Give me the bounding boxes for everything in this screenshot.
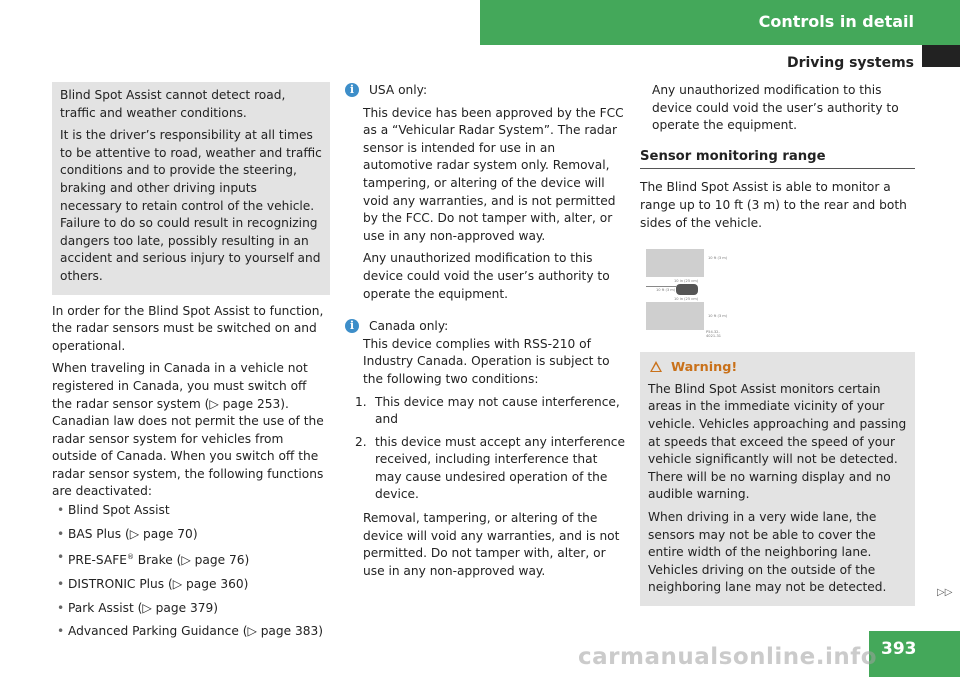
continued-icon: ▷▷ [937,587,953,598]
list-item: 1. This device may not cause interference, and [355,394,620,427]
usa-info [345,82,625,303]
warning-title: Warning! [648,359,907,377]
page-number: 393 [881,639,917,659]
body-paragraph: In order for the Blind Spot Assist to function, the radar sensors must be switched on and operational. [52,303,324,353]
note-box [52,82,330,295]
bullet-icon: • [57,550,65,565]
note-paragraph: Blind Spot Assist cannot detect road, traffic and weather conditions. [60,88,286,120]
monitoring-zone [646,302,704,330]
info-icon: i [345,83,359,97]
info-paragraph: Any unauthorized modification to this device could void the user’s authority to operate the equipment. [363,251,610,301]
info-label: USA only: [369,83,428,97]
info-paragraph: This device complies with RSS-210 of Industry Canada. Operation is subject to the following two conditions: [363,336,610,386]
bullet-icon: • [57,526,65,541]
bullet-icon: • [57,624,65,639]
list-item[interactable]: • Park Assist (▷ page 379) [52,600,330,618]
sensor-range-diagram: 10 ft (3 m) 10 in (25 cm) 10 ft (3 m) 10 in (25 cm) 10 ft (3 m) P54.32-4021-31 [640,246,728,336]
list-item[interactable]: • PRE-SAFE® Brake (▷ page 76) [57,550,250,568]
info-icon: i [345,319,359,333]
list-item[interactable]: • Advanced Parking Guidance (▷ page 383) [52,623,330,641]
bullet-icon: • [57,503,65,518]
note-paragraph: It is the driver’s responsibility at all times to be attentive to road, weather and traffic conditions and to provide the steering, braking and other driving inputs necessary to retain control of the vehicle. Failure to do so could result in recognizing dangers too late, possibly resulting in an accident and serious injury to yourself and others. [60,128,322,283]
list-item[interactable]: • DISTRONIC Plus (▷ page 360) [52,576,330,594]
column-middle [345,82,625,585]
bullet-icon: • [57,576,65,591]
warning-box [640,352,915,606]
list-item[interactable]: • BAS Plus (▷ page 70) [52,526,330,544]
warning-triangle-icon [650,361,662,372]
warning-paragraph: The Blind Spot Assist monitors certain areas in the immediate vicinity of your vehicle. Vehicles approaching and passing at speeds that exceed the speed of your vehicle significantly will not be detected. There will be no warning display and no audible warning. [648,381,907,502]
warning-paragraph: When driving in a very wide lane, the sensors may not be able to cover the entire width of the neighboring lane. Vehicles driving on the outside of the neighboring lane may not be detected. [648,509,887,595]
body-paragraph: When traveling in Canada in a vehicle not registered in Canada, you must switch off the radar sensor system (▷ page 253). Canadian law does not permit the use of the radar sensor system for vehicles from outside of Canada. When you switch off the radar sensor system, the following functions are deactivated: [52,361,324,499]
deactivated-functions-list [52,502,330,641]
vehicle-icon [676,284,698,295]
section-title: Driving systems [786,55,914,71]
chapter-title: Controls in detail [758,12,914,31]
watermark: carmanualsonline.info [578,644,878,670]
body-paragraph: Any unauthorized modification to this device could void the user’s authority to operate the equipment. [652,83,899,133]
list-item: • Blind Spot Assist [52,502,330,520]
section-heading: Sensor monitoring range [640,148,915,170]
canada-info [345,318,625,580]
column-left [52,82,330,647]
section-marker [922,45,960,67]
bullet-icon: • [57,600,65,615]
body-paragraph: The Blind Spot Assist is able to monitor a range up to 10 ft (3 m) to the rear and both sides of the vehicle. [640,180,907,230]
conditions-list [345,394,625,505]
column-right [640,82,915,606]
list-item: 2. this device must accept any interference received, including interference that may cause undesired operation of the device. [355,434,626,502]
info-label: Canada only: [369,319,449,334]
info-paragraph: This device has been approved by the FCC as a “Vehicular Radar System”. The radar sensor is intended for use in an automotive radar system only. Removal, tampering, or altering of the device will void any warranties, and is not permitted by the FCC. Do not tamper with, alter, or use in any non-approved way. [363,105,624,243]
info-paragraph: Removal, tampering, or altering of the device will void any warranties, and is not permitted. Do not tamper with, alter, or use in any non-approved way. [363,511,620,578]
monitoring-zone [646,249,704,277]
